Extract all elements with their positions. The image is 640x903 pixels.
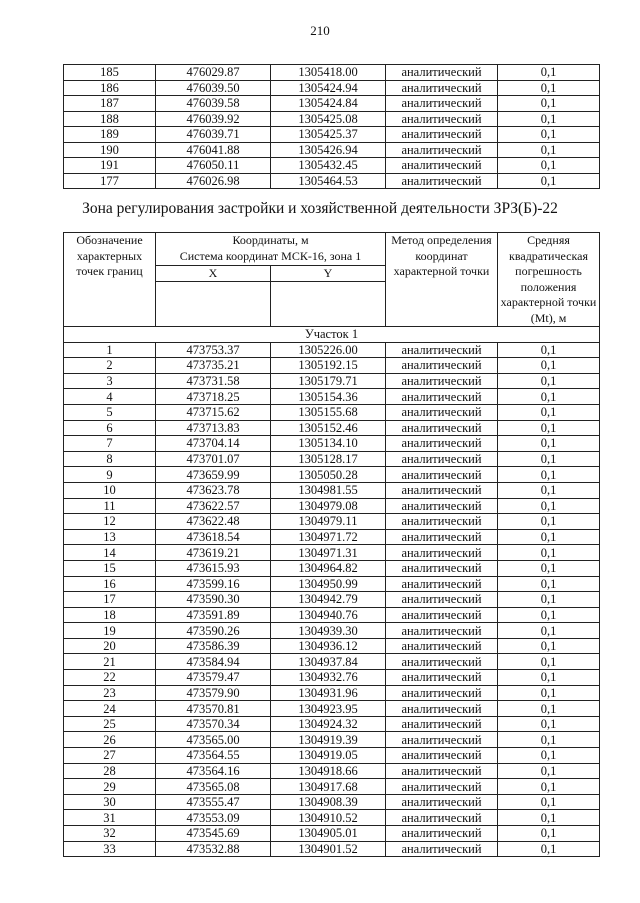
coord-y: 1304979.11: [271, 514, 386, 530]
coord-y: 1304971.31: [271, 545, 386, 561]
error: 0,1: [498, 111, 600, 127]
method: аналитический: [386, 716, 498, 732]
coord-x: 476041.88: [156, 142, 271, 158]
coord-y: 1305464.53: [271, 173, 386, 189]
coord-y: 1304936.12: [271, 638, 386, 654]
error: 0,1: [498, 732, 600, 748]
error: 0,1: [498, 794, 600, 810]
error: 0,1: [498, 173, 600, 189]
coord-y: 1305154.36: [271, 389, 386, 405]
coord-y: 1305426.94: [271, 142, 386, 158]
point-number: 32: [64, 826, 156, 842]
error: 0,1: [498, 342, 600, 358]
table-row: [64, 592, 600, 608]
point-number: 188: [64, 111, 156, 127]
error: 0,1: [498, 127, 600, 143]
header-coordinates-label: Координаты, м: [232, 233, 309, 247]
table-row: [64, 732, 600, 748]
point-number: 14: [64, 545, 156, 561]
point-number: 186: [64, 80, 156, 96]
coord-x: 473718.25: [156, 389, 271, 405]
error: 0,1: [498, 670, 600, 686]
coord-y: 1305134.10: [271, 436, 386, 452]
error: 0,1: [498, 158, 600, 174]
zone-title: Зона регулирования застройки и хозяйственной деятельности ЗРЗ(Б)-22: [82, 200, 558, 217]
coord-x: 473715.62: [156, 404, 271, 420]
error: 0,1: [498, 748, 600, 764]
coord-x: 476029.87: [156, 65, 271, 81]
table-row: [64, 142, 600, 158]
coord-x: 473586.39: [156, 638, 271, 654]
coord-y: 1305050.28: [271, 467, 386, 483]
coord-y: 1305152.46: [271, 420, 386, 436]
point-number: 23: [64, 685, 156, 701]
point-number: 26: [64, 732, 156, 748]
method: аналитический: [386, 451, 498, 467]
coord-x: 473619.21: [156, 545, 271, 561]
coord-x: 473590.26: [156, 623, 271, 639]
coord-y: 1305425.08: [271, 111, 386, 127]
error: 0,1: [498, 529, 600, 545]
method: аналитический: [386, 514, 498, 530]
section-label: Участок 1: [64, 327, 600, 343]
point-number: 4: [64, 389, 156, 405]
table-row: [64, 514, 600, 530]
error: 0,1: [498, 373, 600, 389]
coord-y: 1304964.82: [271, 560, 386, 576]
point-number: 2: [64, 358, 156, 374]
error: 0,1: [498, 467, 600, 483]
method: аналитический: [386, 420, 498, 436]
error: 0,1: [498, 701, 600, 717]
coord-x: 473623.78: [156, 482, 271, 498]
table-row: [64, 158, 600, 174]
coord-x: 473579.90: [156, 685, 271, 701]
header-error: Средняя квадратическая погрешность положения характерной точки (Mt), м: [498, 233, 600, 327]
error: 0,1: [498, 779, 600, 795]
method: аналитический: [386, 826, 498, 842]
method: аналитический: [386, 592, 498, 608]
coord-y: 1304923.95: [271, 701, 386, 717]
table-row: [64, 638, 600, 654]
error: 0,1: [498, 65, 600, 81]
coord-y: 1304937.84: [271, 654, 386, 670]
coord-x: 476039.92: [156, 111, 271, 127]
coord-x: 476039.58: [156, 96, 271, 112]
point-number: 11: [64, 498, 156, 514]
table-row: [64, 654, 600, 670]
point-number: 30: [64, 794, 156, 810]
point-number: 29: [64, 779, 156, 795]
error: 0,1: [498, 358, 600, 374]
coord-y: 1305155.68: [271, 404, 386, 420]
error: 0,1: [498, 654, 600, 670]
header-x-spacer: [156, 282, 271, 327]
table-row: [64, 127, 600, 143]
coord-x: 473564.55: [156, 748, 271, 764]
method: аналитический: [386, 810, 498, 826]
method: аналитический: [386, 467, 498, 483]
error: 0,1: [498, 841, 600, 857]
coord-y: 1304981.55: [271, 482, 386, 498]
error: 0,1: [498, 96, 600, 112]
point-number: 12: [64, 514, 156, 530]
point-number: 20: [64, 638, 156, 654]
coord-y: 1304919.39: [271, 732, 386, 748]
method: аналитический: [386, 545, 498, 561]
coord-y: 1305424.94: [271, 80, 386, 96]
coord-y: 1305226.00: [271, 342, 386, 358]
coord-x: 473713.83: [156, 420, 271, 436]
header-coordinates: [156, 233, 386, 266]
table-row: [64, 810, 600, 826]
table-row: [64, 607, 600, 623]
point-number: 3: [64, 373, 156, 389]
coord-x: 473659.99: [156, 467, 271, 483]
method: аналитический: [386, 158, 498, 174]
coord-x: 473555.47: [156, 794, 271, 810]
method: аналитический: [386, 142, 498, 158]
coord-x: 476026.98: [156, 173, 271, 189]
error: 0,1: [498, 716, 600, 732]
error: 0,1: [498, 810, 600, 826]
method: аналитический: [386, 685, 498, 701]
point-number: 17: [64, 592, 156, 608]
coord-y: 1304940.76: [271, 607, 386, 623]
coord-y: 1305425.37: [271, 127, 386, 143]
table-row: [64, 716, 600, 732]
error: 0,1: [498, 514, 600, 530]
point-number: 19: [64, 623, 156, 639]
error: 0,1: [498, 404, 600, 420]
point-number: 15: [64, 560, 156, 576]
coord-y: 1304971.72: [271, 529, 386, 545]
coord-x: 473570.34: [156, 716, 271, 732]
table-row: [64, 794, 600, 810]
table-row: [64, 436, 600, 452]
point-number: 187: [64, 96, 156, 112]
table-row: [64, 111, 600, 127]
method: аналитический: [386, 389, 498, 405]
table-row: [64, 560, 600, 576]
point-number: 185: [64, 65, 156, 81]
point-number: 28: [64, 763, 156, 779]
error: 0,1: [498, 436, 600, 452]
point-number: 18: [64, 607, 156, 623]
method: аналитический: [386, 529, 498, 545]
method: аналитический: [386, 763, 498, 779]
coord-y: 1304979.08: [271, 498, 386, 514]
table-row: [64, 96, 600, 112]
method: аналитический: [386, 173, 498, 189]
error: 0,1: [498, 451, 600, 467]
method: аналитический: [386, 560, 498, 576]
method: аналитический: [386, 482, 498, 498]
method: аналитический: [386, 576, 498, 592]
point-number: 1: [64, 342, 156, 358]
point-number: 21: [64, 654, 156, 670]
table-row: [64, 576, 600, 592]
coord-x: 476050.11: [156, 158, 271, 174]
header-designation: Обозначение характерных точек границ: [64, 233, 156, 327]
error: 0,1: [498, 545, 600, 561]
top-coordinates-table: [63, 64, 600, 189]
table-row: [64, 389, 600, 405]
coord-y: 1305128.17: [271, 451, 386, 467]
point-number: 190: [64, 142, 156, 158]
method: аналитический: [386, 436, 498, 452]
method: аналитический: [386, 732, 498, 748]
method: аналитический: [386, 342, 498, 358]
coord-x: 473704.14: [156, 436, 271, 452]
table-row: [64, 342, 600, 358]
table-row: [64, 748, 600, 764]
coord-y: 1305424.84: [271, 96, 386, 112]
coord-x: 473735.21: [156, 358, 271, 374]
coord-x: 473532.88: [156, 841, 271, 857]
method: аналитический: [386, 373, 498, 389]
method: аналитический: [386, 127, 498, 143]
point-number: 9: [64, 467, 156, 483]
table-row: [64, 545, 600, 561]
error: 0,1: [498, 592, 600, 608]
coord-x: 473701.07: [156, 451, 271, 467]
table-row: [64, 826, 600, 842]
method: аналитический: [386, 841, 498, 857]
method: аналитический: [386, 111, 498, 127]
point-number: 189: [64, 127, 156, 143]
header-x: X: [156, 265, 271, 282]
table-row: [64, 701, 600, 717]
table-row: [64, 80, 600, 96]
coord-y: 1304918.66: [271, 763, 386, 779]
table-row: [64, 763, 600, 779]
coord-x: 476039.50: [156, 80, 271, 96]
method: аналитический: [386, 498, 498, 514]
method: аналитический: [386, 638, 498, 654]
coord-y: 1305192.15: [271, 358, 386, 374]
error: 0,1: [498, 80, 600, 96]
table-row: [64, 685, 600, 701]
coord-x: 473618.54: [156, 529, 271, 545]
point-number: 5: [64, 404, 156, 420]
coord-x: 473564.16: [156, 763, 271, 779]
table-row: [64, 529, 600, 545]
point-number: 6: [64, 420, 156, 436]
coord-y: 1304924.32: [271, 716, 386, 732]
point-number: 8: [64, 451, 156, 467]
error: 0,1: [498, 763, 600, 779]
point-number: 7: [64, 436, 156, 452]
point-number: 33: [64, 841, 156, 857]
error: 0,1: [498, 685, 600, 701]
point-number: 10: [64, 482, 156, 498]
coord-x: 473599.16: [156, 576, 271, 592]
coord-x: 473584.94: [156, 654, 271, 670]
point-number: 24: [64, 701, 156, 717]
coord-x: 473545.69: [156, 826, 271, 842]
coord-x: 473615.93: [156, 560, 271, 576]
point-number: 27: [64, 748, 156, 764]
coord-y: 1304942.79: [271, 592, 386, 608]
table-row: [64, 779, 600, 795]
point-number: 13: [64, 529, 156, 545]
method: аналитический: [386, 794, 498, 810]
header-y: Y: [271, 265, 386, 282]
method: аналитический: [386, 748, 498, 764]
coord-y: 1305432.45: [271, 158, 386, 174]
coord-x: 473565.08: [156, 779, 271, 795]
method: аналитический: [386, 96, 498, 112]
error: 0,1: [498, 482, 600, 498]
method: аналитический: [386, 779, 498, 795]
coord-x: 473622.57: [156, 498, 271, 514]
table-row: [64, 65, 600, 81]
point-number: 177: [64, 173, 156, 189]
coord-y: 1305418.00: [271, 65, 386, 81]
point-number: 191: [64, 158, 156, 174]
coord-y: 1304919.05: [271, 748, 386, 764]
coord-x: 473731.58: [156, 373, 271, 389]
point-number: 25: [64, 716, 156, 732]
coord-y: 1304901.52: [271, 841, 386, 857]
point-number: 16: [64, 576, 156, 592]
table-row: [64, 670, 600, 686]
error: 0,1: [498, 826, 600, 842]
table-row: [64, 358, 600, 374]
coord-y: 1305179.71: [271, 373, 386, 389]
coord-x: 473622.48: [156, 514, 271, 530]
error: 0,1: [498, 638, 600, 654]
error: 0,1: [498, 142, 600, 158]
header-y-spacer: [271, 282, 386, 327]
coord-y: 1304910.52: [271, 810, 386, 826]
coord-x: 473591.89: [156, 607, 271, 623]
method: аналитический: [386, 358, 498, 374]
table-row: [64, 173, 600, 189]
table-row: [64, 841, 600, 857]
method: аналитический: [386, 80, 498, 96]
table-row: [64, 404, 600, 420]
coord-x: 476039.71: [156, 127, 271, 143]
table-row: [64, 482, 600, 498]
method: аналитический: [386, 623, 498, 639]
error: 0,1: [498, 576, 600, 592]
page-number: 210: [310, 23, 330, 38]
coord-y: 1304931.96: [271, 685, 386, 701]
error: 0,1: [498, 607, 600, 623]
error: 0,1: [498, 420, 600, 436]
method: аналитический: [386, 701, 498, 717]
table-row: [64, 451, 600, 467]
coord-x: 473753.37: [156, 342, 271, 358]
point-number: 22: [64, 670, 156, 686]
error: 0,1: [498, 498, 600, 514]
coord-y: 1304908.39: [271, 794, 386, 810]
error: 0,1: [498, 623, 600, 639]
coord-x: 473565.00: [156, 732, 271, 748]
point-number: 31: [64, 810, 156, 826]
zone-coordinates-table: [63, 232, 600, 857]
header-method: Метод определения координат характерной точки: [386, 233, 498, 327]
table-row: [64, 373, 600, 389]
coord-y: 1304917.68: [271, 779, 386, 795]
table-row: [64, 420, 600, 436]
coord-y: 1304950.99: [271, 576, 386, 592]
method: аналитический: [386, 404, 498, 420]
method: аналитический: [386, 607, 498, 623]
coord-x: 473590.30: [156, 592, 271, 608]
coord-y: 1304939.30: [271, 623, 386, 639]
method: аналитический: [386, 65, 498, 81]
coord-y: 1304932.76: [271, 670, 386, 686]
table-row: [64, 467, 600, 483]
table-row: [64, 623, 600, 639]
table-row: [64, 498, 600, 514]
coord-y: 1304905.01: [271, 826, 386, 842]
error: 0,1: [498, 389, 600, 405]
coord-x: 473553.09: [156, 810, 271, 826]
header-coord-system: Система координат МСК-16, зона 1: [179, 248, 362, 263]
method: аналитический: [386, 670, 498, 686]
coord-x: 473579.47: [156, 670, 271, 686]
coord-x: 473570.81: [156, 701, 271, 717]
error: 0,1: [498, 560, 600, 576]
method: аналитический: [386, 654, 498, 670]
